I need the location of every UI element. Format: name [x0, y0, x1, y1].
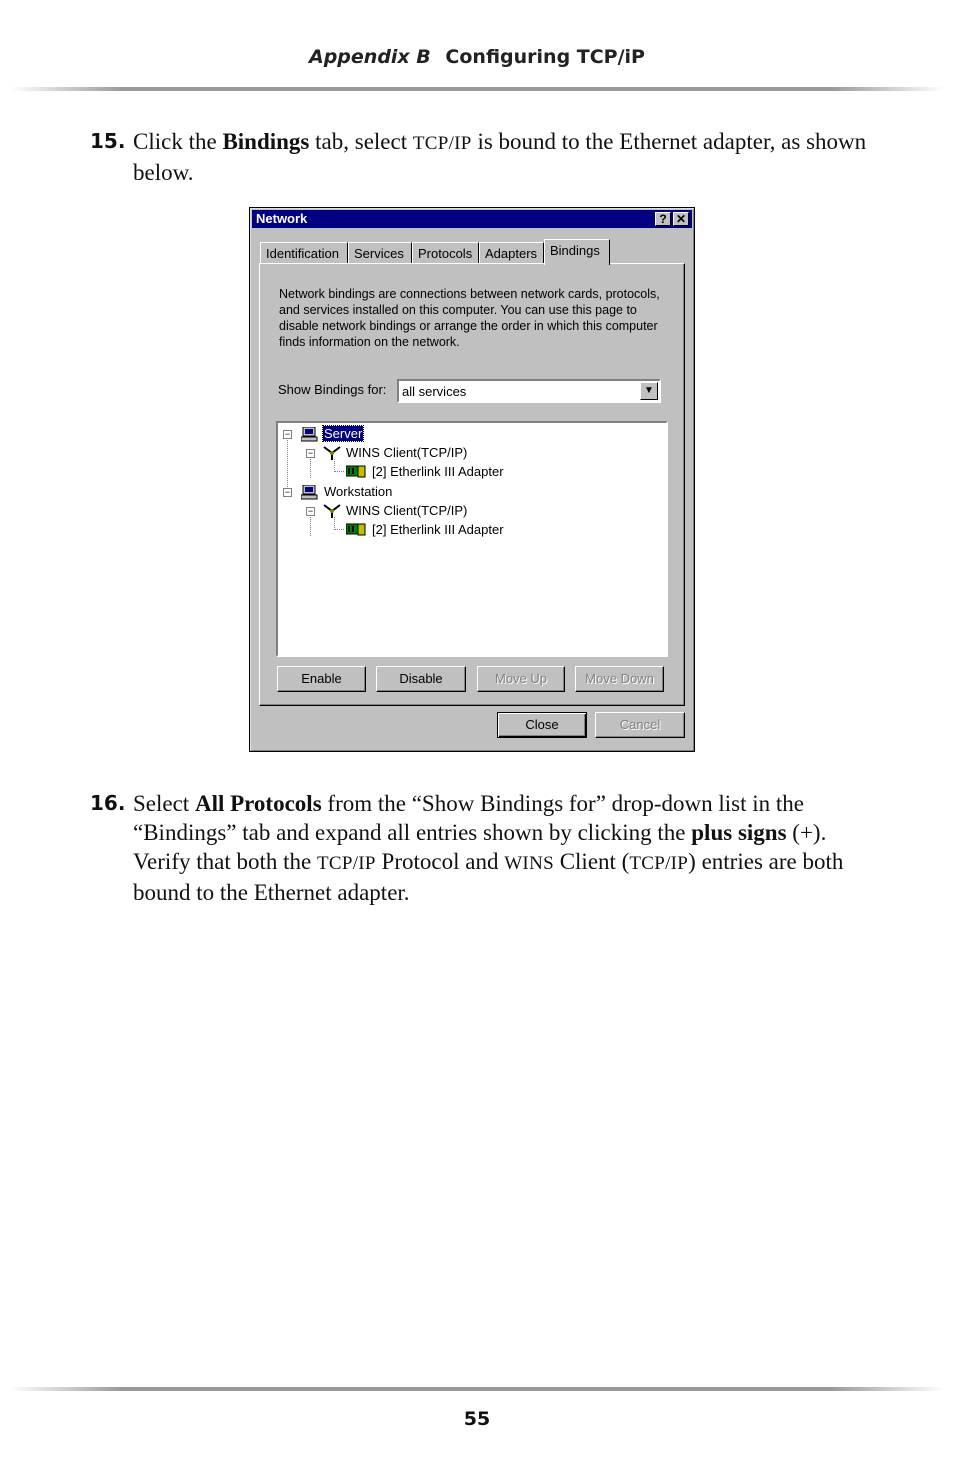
- help-button[interactable]: ?: [655, 212, 671, 226]
- computer-icon: [301, 485, 318, 500]
- footer-rule: [10, 1387, 944, 1391]
- appendix-label: Appendix B: [309, 46, 431, 68]
- computer-icon: [301, 427, 318, 442]
- tab-identification[interactable]: Identification: [260, 242, 348, 264]
- close-button[interactable]: Close: [497, 712, 587, 738]
- tab-protocols[interactable]: Protocols: [412, 242, 479, 264]
- collapse-icon[interactable]: −: [307, 506, 314, 516]
- move-up-button[interactable]: Move Up: [477, 666, 565, 692]
- network-adapter-icon: [346, 465, 366, 479]
- step-number: 15.: [90, 129, 126, 153]
- show-bindings-label: Show Bindings for:: [278, 382, 387, 397]
- protocol-icon: [322, 446, 342, 461]
- show-bindings-value: all services: [402, 384, 467, 399]
- bindings-tree[interactable]: [276, 421, 668, 657]
- tab-adapters[interactable]: Adapters: [479, 242, 544, 264]
- close-icon[interactable]: ✕: [673, 212, 689, 226]
- step-15: [90, 127, 870, 187]
- move-down-button[interactable]: Move Down: [575, 666, 664, 692]
- dialog-title: Network: [256, 211, 308, 226]
- bindings-description: Network bindings are connections between network cards, protocols, and services installed on this computer. You can use this page to disable network bindings or arrange the order in which this computer finds information on the network.: [279, 287, 660, 349]
- step-text: Select All Protocols from the “Show Bindings for” drop-down list in the “Bindings” tab and expand all entries shown by clicking the plus signs (+). Verify that both the TCP/IP Protocol and WINS Client (TCP/IP) entries are both bound to the Ethernet adapter.: [133, 791, 844, 905]
- running-header: [0, 46, 954, 68]
- bindings-panel: [259, 263, 685, 706]
- collapse-icon[interactable]: −: [307, 448, 314, 458]
- tree-item-label: WINS Client(TCP/IP): [346, 503, 468, 518]
- chevron-down-icon[interactable]: ▼: [640, 382, 658, 400]
- tree-item-label: [2] Etherlink III Adapter: [372, 522, 504, 537]
- network-adapter-icon: [346, 523, 366, 537]
- tab-services[interactable]: Services: [348, 242, 412, 264]
- protocol-icon: [322, 504, 342, 519]
- collapse-icon[interactable]: −: [284, 487, 291, 497]
- tree-item-label: Server: [324, 426, 363, 441]
- tree-connector: [334, 471, 344, 472]
- tree-connector: [334, 529, 344, 530]
- step-number: 16.: [90, 791, 126, 815]
- title-bar[interactable]: [252, 210, 692, 228]
- tree-item-label: [2] Etherlink III Adapter: [372, 464, 504, 479]
- network-dialog: [249, 207, 695, 752]
- section-title: Configuring TCP/iP: [445, 46, 645, 68]
- tree-item-label: Workstation: [324, 484, 393, 499]
- collapse-icon[interactable]: −: [284, 429, 291, 439]
- enable-button[interactable]: Enable: [277, 666, 366, 692]
- disable-button[interactable]: Disable: [376, 666, 466, 692]
- step-text: Click the Bindings tab, select TCP/IP is bound to the Ethernet adapter, as shown below.: [133, 129, 867, 185]
- step-16: [90, 789, 850, 907]
- tree-item-label: WINS Client(TCP/IP): [346, 445, 468, 460]
- tab-bindings[interactable]: Bindings: [544, 239, 610, 265]
- tree-connector: [310, 456, 311, 478]
- tree-connector: [310, 514, 311, 536]
- header-rule: [10, 87, 944, 91]
- show-bindings-dropdown[interactable]: [397, 379, 661, 403]
- page-number: 55: [463, 1408, 491, 1430]
- cancel-button[interactable]: Cancel: [595, 712, 685, 738]
